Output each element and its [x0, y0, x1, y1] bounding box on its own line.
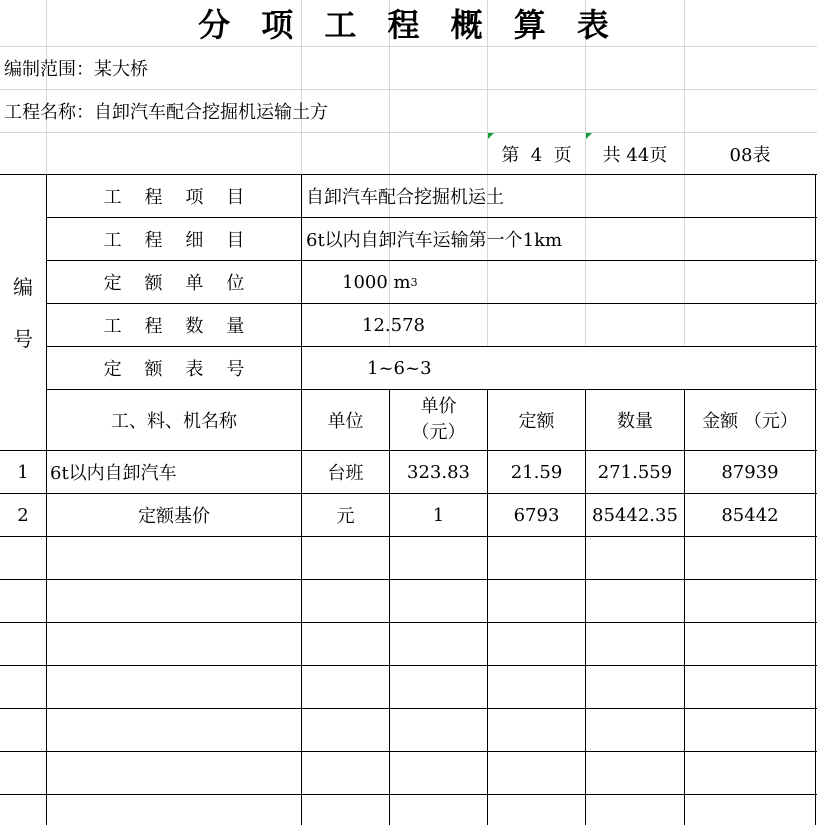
info-value-unit [342, 261, 418, 303]
project-label: 工程名称： [4, 102, 94, 123]
page-total: 共 44页 [602, 144, 668, 166]
col-header-qty: 数量 [617, 411, 653, 432]
info-value-item: 自卸汽车配合挖掘机运土 [306, 187, 504, 208]
row-quota: 6793 [513, 504, 560, 526]
info-label-detail: 工 程 细 目 [103, 230, 245, 251]
info-value-quantity: 12.578 [362, 314, 425, 336]
page-title: 分 项 工 程 概 算 表 [198, 6, 619, 44]
info-label-item: 工 程 项 目 [103, 187, 245, 208]
info-value-detail: 6t以内自卸汽车运输第一个1km [306, 230, 563, 251]
row-no: 1 [17, 461, 29, 483]
row-amount: 85442 [721, 504, 779, 526]
col-header-price-line2: （元） [411, 422, 466, 443]
side-label-char: 号 [13, 326, 33, 351]
info-label-table: 定 额 表 号 [103, 359, 245, 380]
scope-line [4, 47, 148, 89]
row-no: 2 [17, 504, 29, 526]
row-price: 323.83 [407, 461, 470, 483]
unit-text: 1000 m [342, 271, 411, 293]
col-header-price [390, 390, 487, 450]
page-number: 第 4 页 [501, 144, 572, 166]
col-header-amount: 金额 （元） [702, 411, 798, 432]
info-label-unit: 定 额 单 位 [103, 273, 245, 294]
col-header-name: 工、料、机名称 [111, 411, 237, 432]
row-unit: 台班 [327, 463, 364, 484]
info-value-table: 1~6~3 [367, 357, 432, 379]
row-price: 1 [432, 504, 445, 526]
scope-value: 某大桥 [94, 59, 148, 80]
row-name: 6t以内自卸汽车 [50, 463, 177, 484]
row-qty: 85442.35 [592, 504, 678, 526]
row-unit: 元 [336, 506, 355, 527]
number-side-label [0, 175, 46, 450]
unit-superscript: 3 [410, 275, 418, 289]
row-name: 定额基价 [138, 506, 210, 527]
table-number: 08表 [729, 144, 771, 166]
row-qty: 271.559 [597, 461, 673, 483]
row-amount: 87939 [721, 461, 779, 483]
project-value: 自卸汽车配合挖掘机运输土方 [94, 102, 328, 123]
col-header-unit: 单位 [327, 411, 364, 432]
col-header-price-line1: 单价 [420, 396, 457, 417]
col-header-quota: 定额 [518, 411, 555, 432]
project-line [4, 90, 328, 132]
scope-label: 编制范围： [4, 59, 94, 80]
row-quota: 21.59 [510, 461, 563, 483]
side-label-char: 编 [13, 274, 33, 299]
info-label-quantity: 工 程 数 量 [103, 316, 245, 337]
